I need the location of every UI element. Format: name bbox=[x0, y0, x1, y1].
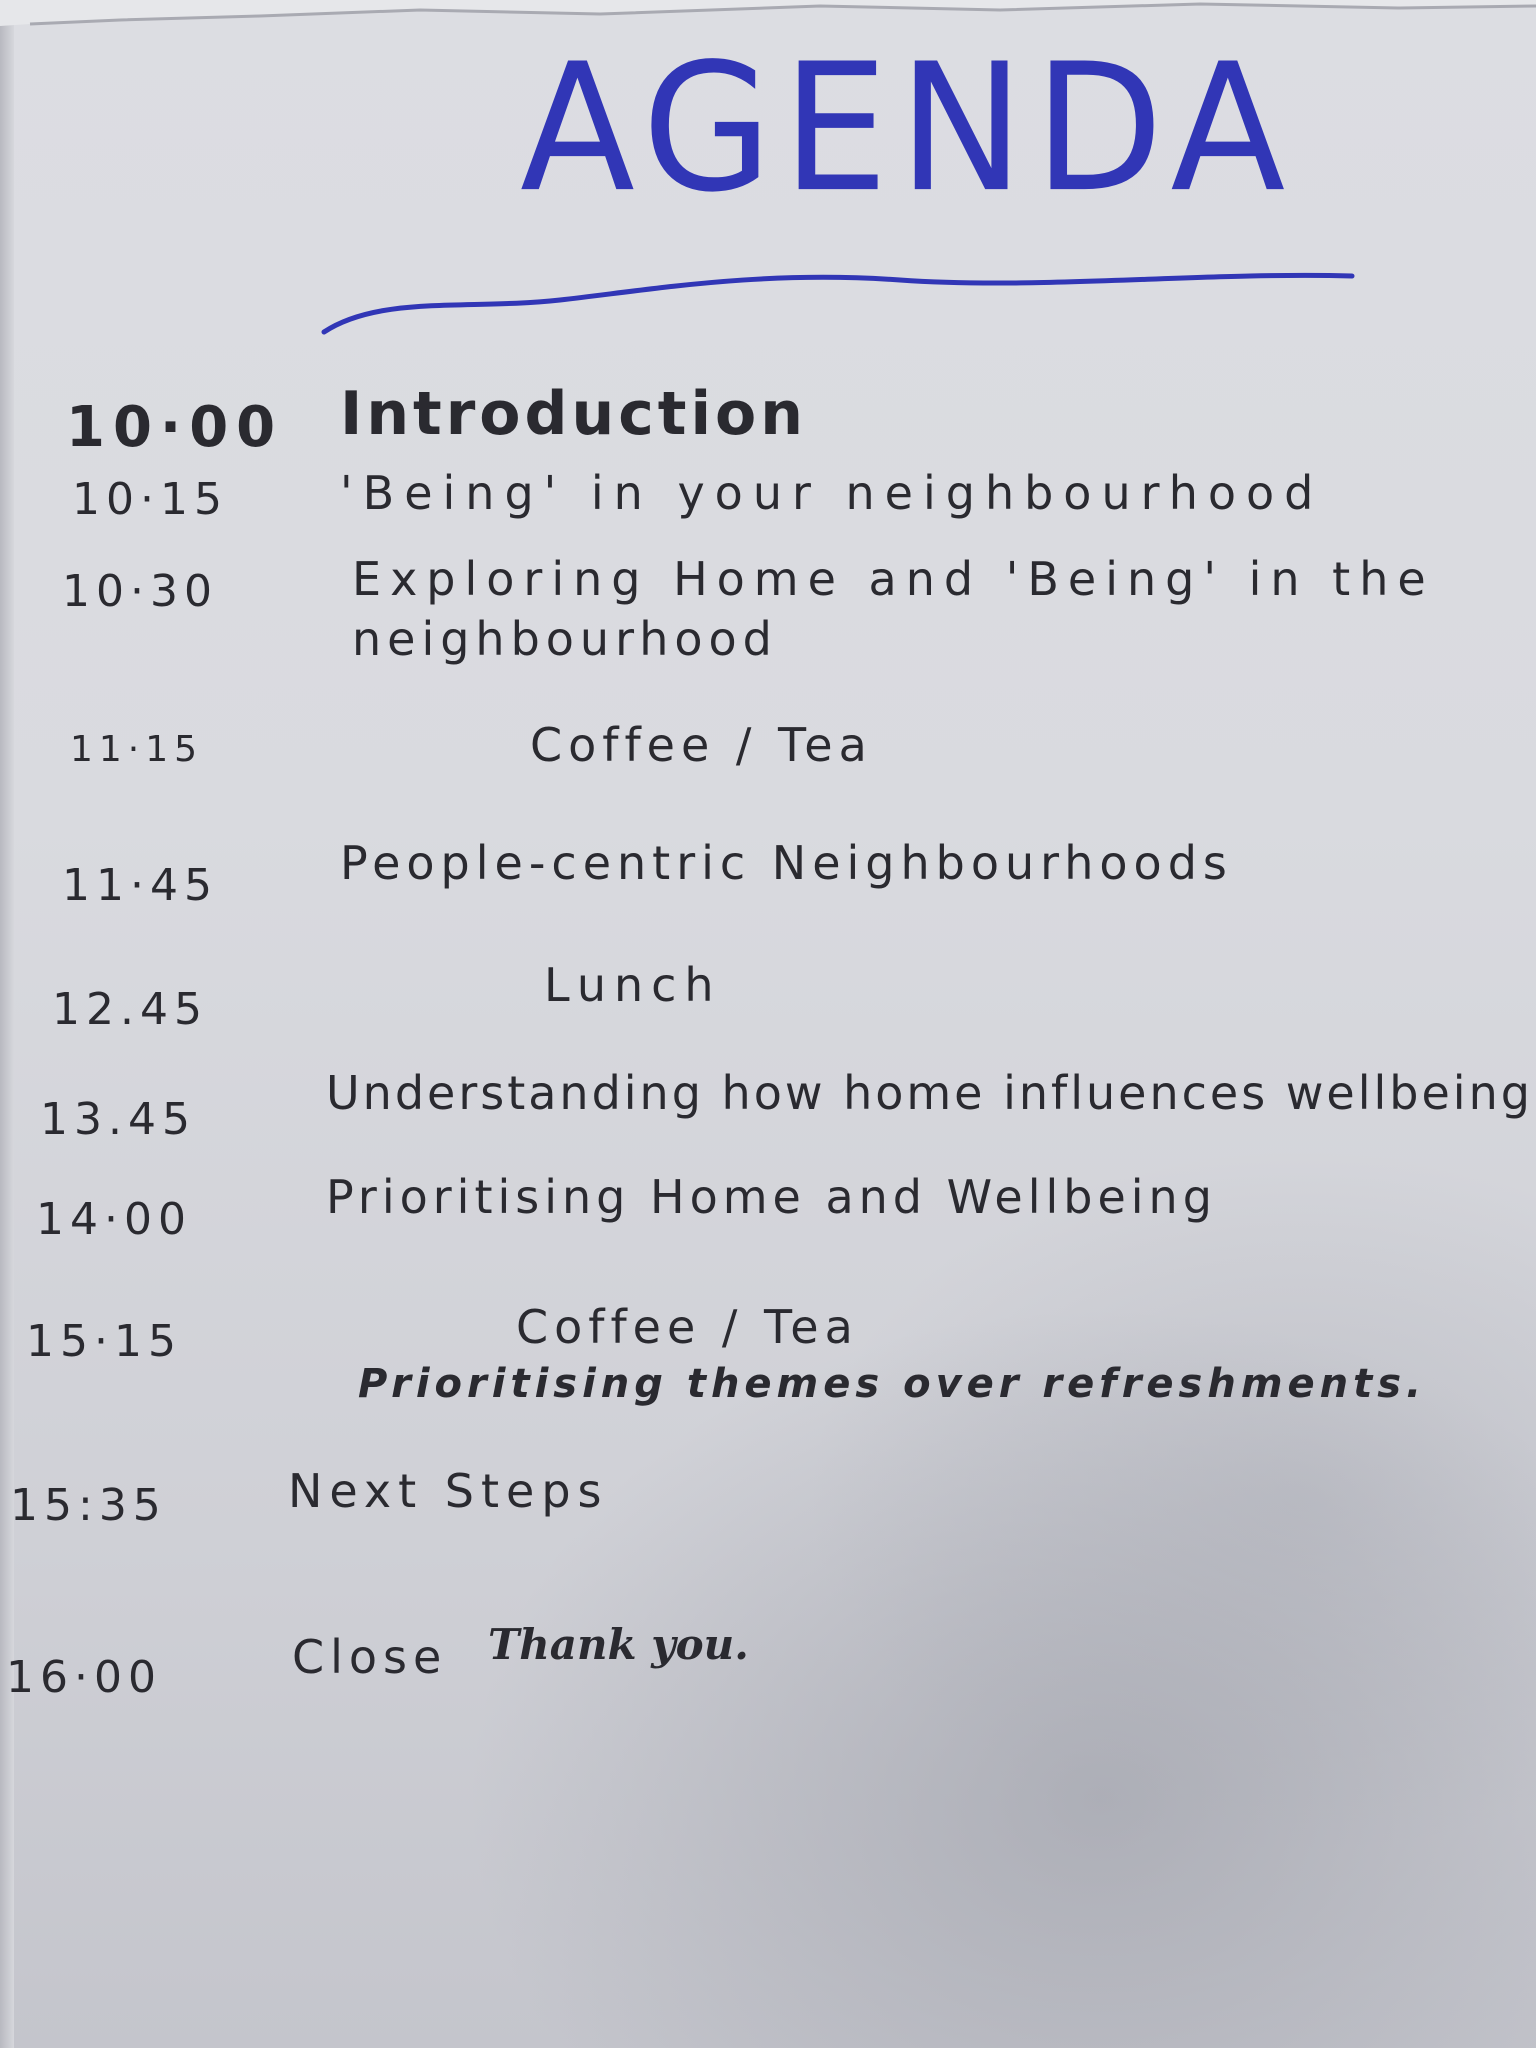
time-12-45: 12.45 bbox=[52, 984, 208, 1035]
time-10-00: 10·00 bbox=[66, 395, 284, 460]
time-15-35: 15:35 bbox=[10, 1480, 167, 1531]
agenda-item-prioritising-home: Prioritising Home and Wellbeing bbox=[326, 1170, 1217, 1224]
agenda-item-exploring-home-cont: neighbourhood bbox=[352, 612, 778, 666]
thank-you-note: Thank you. bbox=[488, 1620, 749, 1669]
title-underline bbox=[0, 0, 1536, 400]
agenda-item-coffee-tea-1: Coffee / Tea bbox=[530, 718, 873, 772]
agenda-item-understanding: Understanding how home influences wellbeing bbox=[326, 1066, 1533, 1120]
time-13-45: 13.45 bbox=[40, 1094, 196, 1145]
agenda-item-next-steps: Next Steps bbox=[288, 1464, 609, 1518]
time-14-00: 14·00 bbox=[36, 1194, 192, 1245]
agenda-item-exploring-home: Exploring Home and 'Being' in the bbox=[352, 552, 1435, 606]
agenda-title: AGENDA bbox=[520, 25, 1296, 232]
time-15-15: 15·15 bbox=[26, 1316, 182, 1367]
agenda-item-close: Close bbox=[292, 1630, 448, 1684]
agenda-note-prioritising-themes: Prioritising themes over refreshments. bbox=[358, 1361, 1427, 1407]
agenda-item-lunch: Lunch bbox=[544, 958, 722, 1012]
time-11-45: 11·45 bbox=[62, 860, 218, 911]
time-10-15: 10·15 bbox=[72, 474, 228, 525]
agenda-item-being-neighbourhood: 'Being' in your neighbourhood bbox=[340, 466, 1324, 520]
agenda-item-people-centric: People-centric Neighbourhoods bbox=[340, 836, 1233, 890]
time-16-00: 16·00 bbox=[6, 1652, 162, 1703]
time-10-30: 10·30 bbox=[62, 566, 218, 617]
agenda-item-introduction: Introduction bbox=[340, 379, 807, 449]
time-11-15: 11·15 bbox=[70, 729, 204, 770]
agenda-item-coffee-tea-2: Coffee / Tea bbox=[516, 1300, 859, 1354]
